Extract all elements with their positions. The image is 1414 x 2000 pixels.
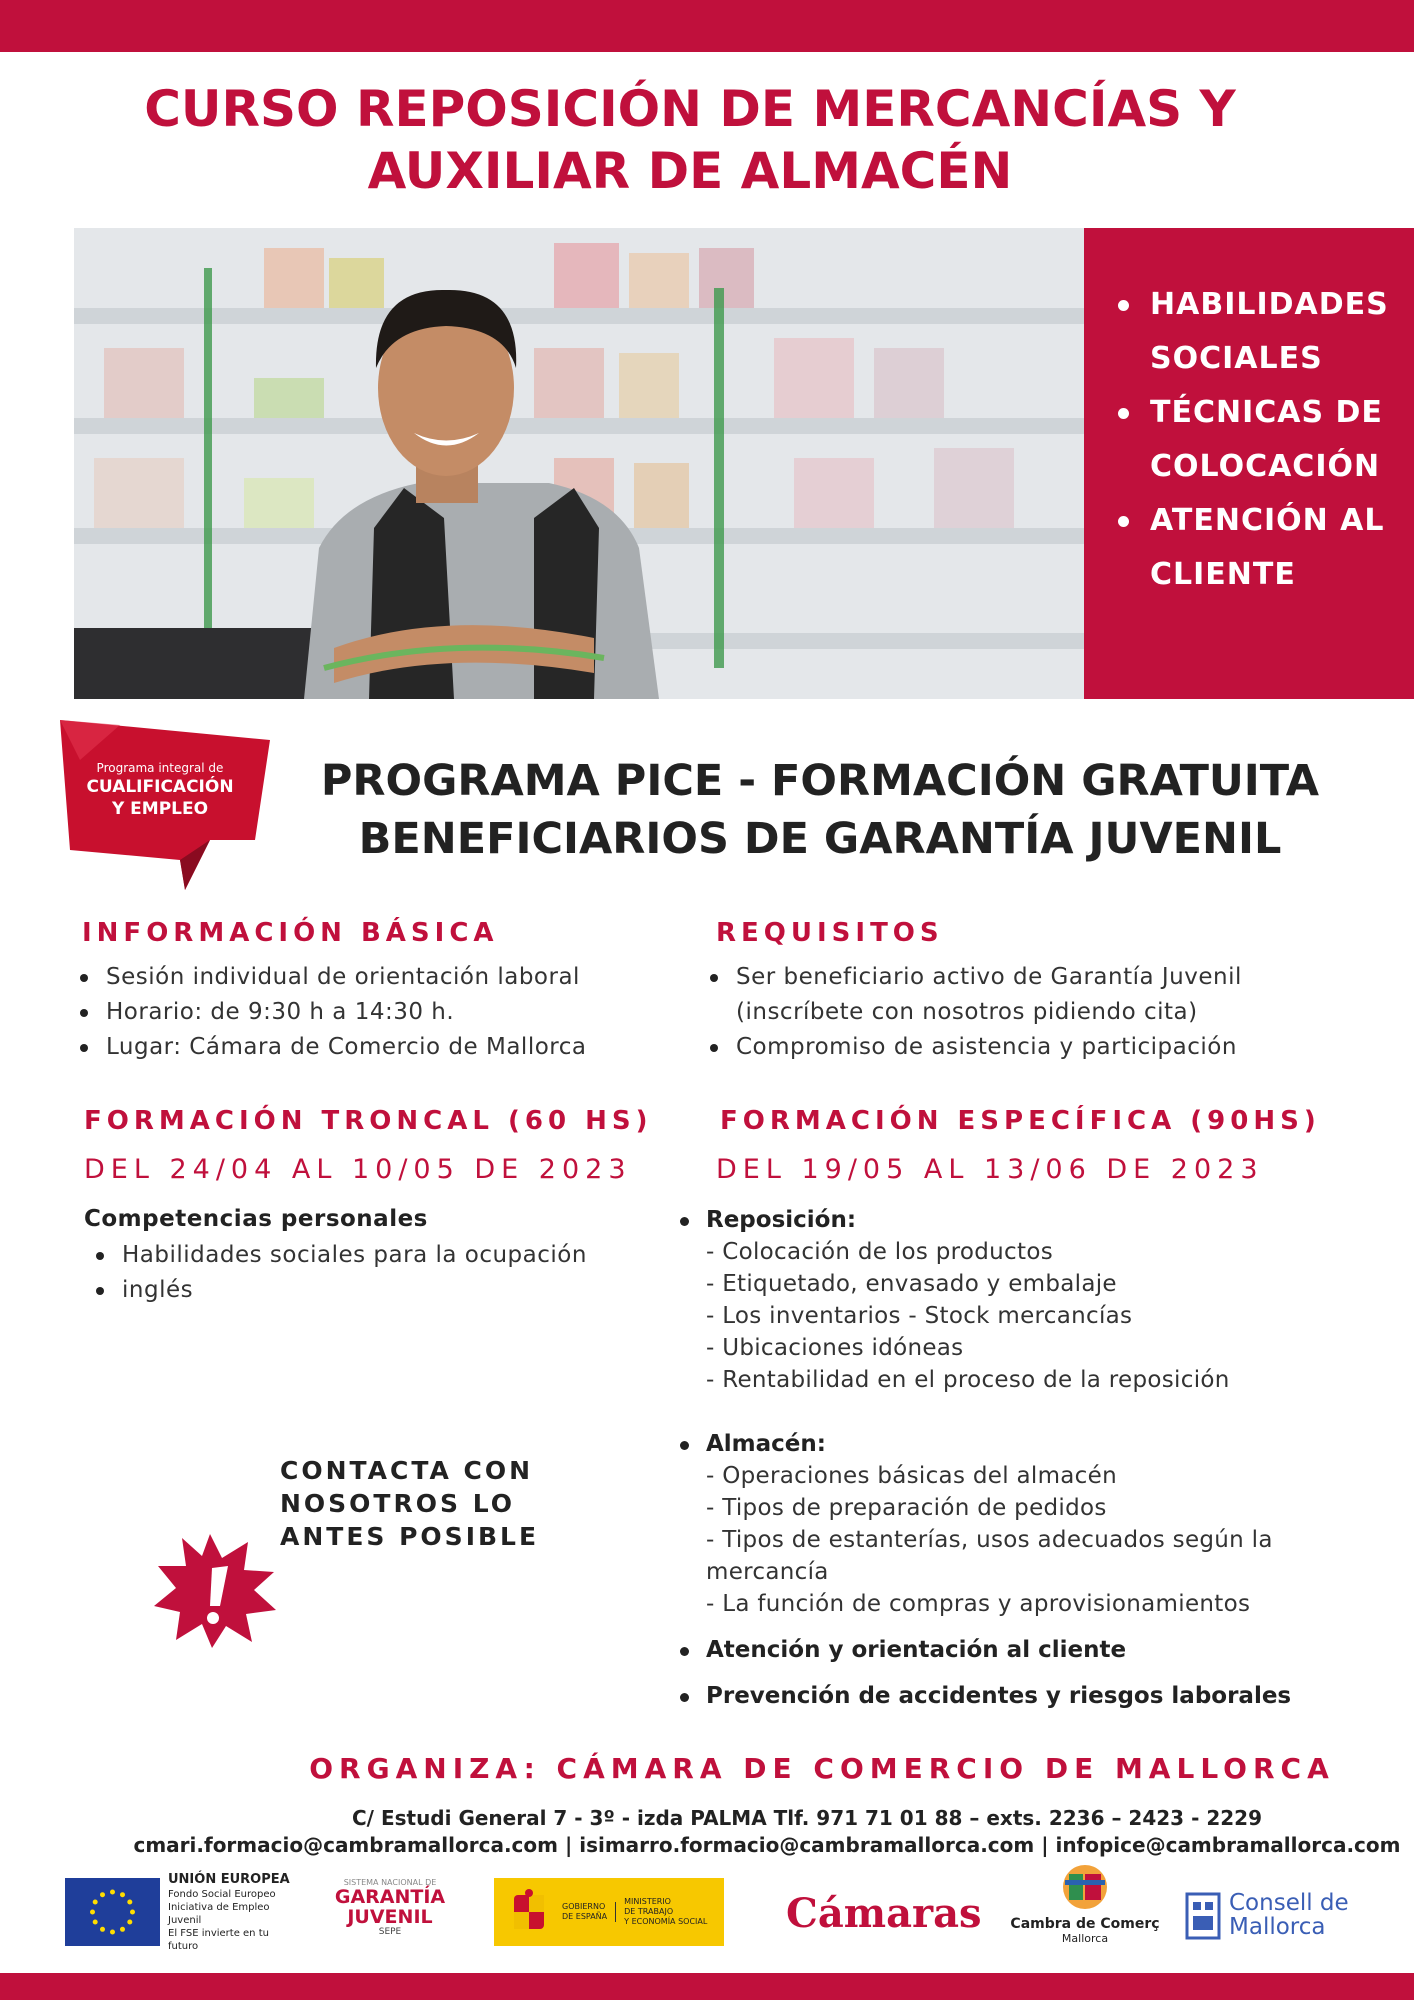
reposicion-block: Reposición: - Colocación de los productos - Etiquetado, envasado y embalaje - Los inventarios - Stock mercancías - Ubicaciones idóneas - Rentabilidad en el proceso de la reposición [676, 1204, 1336, 1396]
info-basica-list [78, 960, 698, 1065]
eu-logo [65, 1871, 295, 1952]
cambra-comerc-logo: Cambra de Comerç Mallorca [1010, 1862, 1160, 1945]
consell-emblem-icon [1183, 1888, 1223, 1942]
list-item: Horario: de 9:30 h a 14:30 h. [78, 995, 698, 1030]
troncal-heading: FORMACIÓN TRONCAL (60 HS) [84, 1106, 653, 1136]
list-item: Compromiso de asistencia y participación [708, 1030, 1348, 1065]
spain-shield-icon [504, 1887, 554, 1937]
requisitos-heading: REQUISITOS [716, 918, 944, 948]
highlights-panel [1084, 228, 1414, 699]
gobierno-logo: GOBIERNO DE ESPAÑA MINISTERIO DE TRABAJO Y ECONOMÍA SOCIAL [494, 1878, 724, 1946]
almacen-block: Almacén: - Operaciones básicas del almacén - Tipos de preparación de pedidos - Tipos de estanterías, usos adecuados según la mercancía - La función de compras y aprovisionamientos [676, 1428, 1336, 1620]
requisitos-list [708, 960, 1348, 1065]
highlight-item: ATENCIÓN AL CLIENTE [1114, 494, 1394, 602]
eu-text: UNIÓN EUROPEA Fondo Social Europeo Iniciativa de Empleo Juvenil El FSE invierte en tu futuro [168, 1871, 290, 1952]
list-item: Habilidades sociales para la ocupación [94, 1238, 654, 1273]
bottom-bar [0, 1973, 1414, 2000]
exclamation-burst-icon [150, 1530, 280, 1650]
atencion-block: Atención y orientación al cliente [676, 1634, 1336, 1666]
especifica-content [676, 1204, 1336, 1712]
troncal-subheading: Competencias personales [84, 1206, 428, 1232]
camaras-logo: Cámaras [786, 1890, 982, 1937]
list-item: Lugar: Cámara de Comercio de Mallorca [78, 1030, 698, 1065]
troncal-dates: DEL 24/04 AL 10/05 DE 2023 [84, 1154, 632, 1185]
info-basica-heading: INFORMACIÓN BÁSICA [82, 918, 499, 948]
address: C/ Estudi General 7 - 3º - izda PALMA Tlf. 971 71 01 88 – exts. 2236 – 2423 - 2229 [352, 1806, 1262, 1830]
email-list: cmari.formacio@cambramallorca.com | isimarro.formacio@cambramallorca.com | infopice@cambramallorca.com [133, 1833, 1401, 1857]
highlights-list [1114, 278, 1394, 602]
eu-flag-icon [65, 1878, 160, 1946]
top-bar [0, 0, 1414, 52]
program-heading: PROGRAMA PICE - FORMACIÓN GRATUITA BENEFICIARIOS DE GARANTÍA JUVENIL [320, 756, 1320, 864]
list-item: Sesión individual de orientación laboral [78, 960, 698, 995]
worker-photo [74, 228, 1084, 699]
troncal-list [94, 1238, 654, 1308]
badge-text: Programa integral de CUALIFICACIÓN Y EMPLEO [86, 761, 234, 819]
course-title: CURSO REPOSICIÓN DE MERCANCÍAS Y AUXILIAR DE ALMACÉN [144, 80, 1236, 200]
consell-mallorca-logo: Consell de Mallorca [1183, 1888, 1349, 1942]
especifica-dates: DEL 19/05 AL 13/06 DE 2023 [716, 1154, 1264, 1185]
list-item: Ser beneficiario activo de Garantía Juvenil (inscríbete con nosotros pidiendo cita) [708, 960, 1348, 1030]
cambra-emblem-icon [1057, 1862, 1113, 1912]
contact-callout: CONTACTA CON NOSOTROS LO ANTES POSIBLE [280, 1456, 540, 1551]
garantia-juvenil-logo: SISTEMA NACIONAL DE GARANTÍA JUVENIL SEPE [334, 1878, 446, 1937]
highlight-item: HABILIDADES SOCIALES [1114, 278, 1394, 386]
prevencion-block: Prevención de accidentes y riesgos laborales [676, 1680, 1336, 1712]
list-item: inglés [94, 1273, 654, 1308]
organiza-heading: ORGANIZA: CÁMARA DE COMERCIO DE MALLORCA [309, 1752, 1335, 1785]
highlight-item: TÉCNICAS DE COLOCACIÓN [1114, 386, 1394, 494]
especifica-heading: FORMACIÓN ESPECÍFICA (90HS) [720, 1106, 1321, 1136]
